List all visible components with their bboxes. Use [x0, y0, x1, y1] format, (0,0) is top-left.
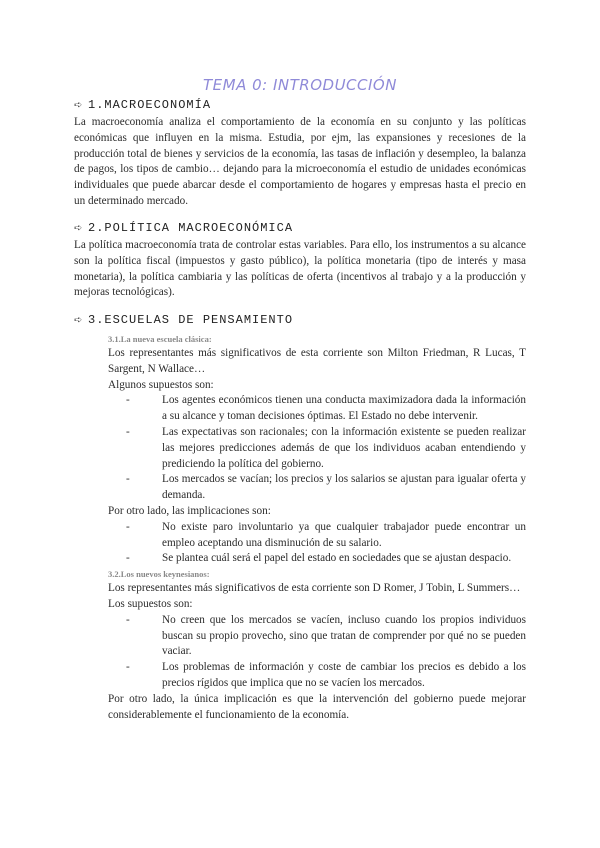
- implicaciones-list: [126, 520, 526, 567]
- supuestos-label: Algunos supuestos son:: [108, 378, 214, 391]
- supuestos-label: Los supuestos son:: [108, 597, 193, 610]
- list-item: - No existe paro involuntario ya que cualquier trabajador puede encontrar un empleo aceptando una disminución de su salario.: [126, 520, 526, 552]
- arrow-bullet-icon: ➪: [74, 222, 84, 234]
- conclusion-paragraph: Por otro lado, la única implicación es que la intervención del gobierno puede mejorar considerablemente el funcionamiento de la economía.: [108, 692, 526, 721]
- implicaciones-label: Por otro lado, las implicaciones son:: [108, 504, 271, 517]
- subsection-intro: Los representantes más significativos de esta corriente son D Romer, J Tobin, L Summers…: [108, 582, 521, 595]
- subsection-title: 3.2.Los nuevos keynesianos:: [108, 569, 210, 580]
- section-paragraph: La política macroeconomía trata de controlar estas variables. Para ello, los instrumentos a su alcance son la política fiscal (impuestos y gasto público), la política monetaria (tipo de interés y masa monetaria), la política cambiaria y las políticas de oferta (incentivos al trabajo y a la producción y mejoras tecnológicas).: [74, 239, 526, 299]
- section-escuelas-pensamiento: [74, 312, 526, 723]
- arrow-bullet-icon: ➪: [74, 99, 84, 111]
- document-title: TEMA 0: INTRODUCCIÓN: [203, 76, 397, 94]
- section-heading: [74, 312, 526, 328]
- supuestos-list: [126, 393, 526, 504]
- arrow-bullet-icon: ➪: [74, 314, 84, 326]
- section-heading: [74, 97, 526, 113]
- subsection-intro: Los representantes más significativos de esta corriente son Milton Friedman, R Lucas, T Sargent, N Wallace…: [108, 347, 526, 375]
- list-item: - Los mercados se vacían; los precios y los salarios se ajustan para igualar oferta y demanda.: [126, 472, 526, 504]
- list-item: - Los agentes económicos tienen una conducta maximizadora dada la información a su alcance y toman decisiones óptimas. El Estado no debe intervenir.: [126, 393, 526, 425]
- section-macroeconomia: [74, 97, 526, 210]
- section-heading-text: 3.ESCUELAS DE PENSAMIENTO: [88, 313, 294, 327]
- section-heading-text: 2.POLÍTICA MACROECONÓMICA: [88, 221, 294, 235]
- supuestos-list: [126, 613, 526, 692]
- list-item: - Los problemas de información y coste de cambiar los precios es debido a los precios rígidos que implica que no se vacíen los mercados.: [126, 660, 526, 692]
- section-heading: [74, 220, 526, 236]
- section-politica-macroeconomica: [74, 220, 526, 301]
- section-paragraph: La macroeconomía analiza el comportamiento de la economía en su conjunto y las políticas económicas que influyen en la misma. Estudia, por ejm, las expansiones y recesiones de la producción total de bienes y servicios de la economía, las tasas de inflación y desempleo, la balanza de pagos, los tipos de cambio… dejando para la microeconomía el estudio de unidades económicas individuales que puede abarcar desde el comportamiento de hogares y empresas hasta el precio en un determinado mercado.: [74, 116, 526, 207]
- list-item: - Se plantea cuál será el papel del estado en sociedades que se ajustan despacio.: [126, 551, 526, 567]
- subsection-title: 3.1.La nueva escuela clásica:: [108, 334, 212, 344]
- list-item: - Las expectativas son racionales; con la información existente se pueden realizar las mejores predicciones además de que los individuos acaban entendiendo y prediciendo la política del gobierno.: [126, 425, 526, 472]
- list-item: - No creen que los mercados se vacíen, incluso cuando los propios individuos buscan su propio provecho, sino que tratan de comprender por qué no se pueden vaciar.: [126, 613, 526, 660]
- section-heading-text: 1.MACROECONOMÍA: [88, 98, 212, 112]
